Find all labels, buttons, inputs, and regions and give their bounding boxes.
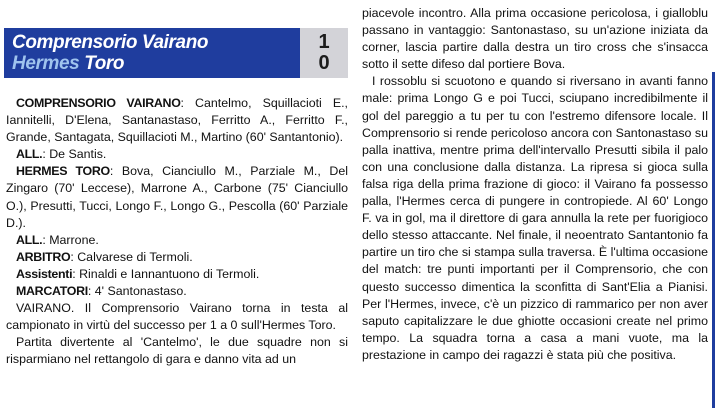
away-lineup-players: : Bova, Cianciullo M., Parziale M., Del Zingaro (70' Leccese), Marrone A., Carbone (75' Cianciullo O.), Presutti, Tucci, Longo F., Longo G., Pescolla (60' Parziale D.). <box>6 164 348 230</box>
home-lineup-label: COMPRENSORIO VAIRANO <box>16 96 181 110</box>
article-paragraph-1: VAIRANO. Il Comprensorio Vairano torna in testa al campionato in virtù del successo per 1 a 0 sull'Hermes Toro. <box>6 301 348 333</box>
assistants-label: Assistenti <box>16 266 73 281</box>
away-team-name <box>12 53 292 74</box>
assistants-names: : Rinaldi e Iannantuono di Termoli. <box>72 266 260 281</box>
article-paragraph-3: I rossoblu si scuotono e quando si riversano in avanti fanno male: prima Longo G e poi Tucci, sciupano incredibilmente il gol del pareggio a tu per tu con l'estremo difensore locale. Il Comprensorio si rende pericoloso ancora con Santonastaso su palla inattiva, mentre prima dell'intervallo Presutti sibila il palo con una conclusione dalla distanza. La ripresa si gioca sulla falsa riga della prima frazione di gioco: il Vairano fa possesso palla, l'Hermes cerca di pungere in contropiede. Al 60' Longo F. va in gol, ma il direttore di gara annulla la rete per fuorigioco dello stesso attaccante. Nel finale, il neoentrato Santantonio fa partire un tiro che si stampa sulla traversa. È l'ultima occasione del match: tre punti importanti per il Comprensorio, che con questo successo dimentica la sconfitta di Sant'Elia a Pianisi. Per l'Hermes, invece, c'è un pizzico di rammarico per non aver saputo capitalizzare le due ghiotte occasioni create nel primo tempo. La squadra torna a casa a mani vuote, ma la prestazione in campo dei ragazzi è stata più che positiva. <box>362 74 709 362</box>
home-lineup-players: : Cantelmo, Squillacioti E., Iannitelli, D'Elena, Santanastaso, Ferritto A., Ferritto F., Grande, Santagata, Squillacioti M., Martino (60' Santantonio). <box>6 96 348 145</box>
article-paragraph-2-continued: piacevole incontro. Alla prima occasione pericolosa, i gialloblu passano in vantaggio: Santonastaso, su un'azione iniziata da corner, lascia partire dalla destra un tiro cross che s'insacca sotto il sette difeso dal portiere Bova. <box>362 6 708 72</box>
away-coach-label: ALL. <box>16 232 43 247</box>
score-column <box>300 28 348 78</box>
assistants <box>6 266 348 283</box>
away-lineup-label: HERMES TORO <box>16 164 110 179</box>
referee-name: : Calvarese di Termoli. <box>70 249 193 264</box>
right-column <box>362 5 708 364</box>
referee <box>6 249 348 266</box>
home-score: 1 <box>318 31 330 53</box>
home-lineup <box>6 95 348 146</box>
away-team-name-second: Toro <box>84 53 125 74</box>
away-coach <box>6 232 348 249</box>
scorers <box>6 283 348 300</box>
left-column <box>6 95 348 369</box>
home-coach-label: ALL. <box>16 147 43 162</box>
away-lineup <box>6 163 348 231</box>
scorers-label: MARCATORI <box>16 284 88 299</box>
score-box-teams <box>4 28 300 78</box>
article-paragraph-2: Partita divertente al 'Cantelmo', le due squadre non si risparmiano nel rettangolo di gara e danno vita ad un <box>6 335 348 367</box>
home-coach <box>6 146 348 163</box>
score-box <box>4 28 348 78</box>
away-team-name-first: Hermes <box>12 53 80 74</box>
referee-label: ARBITRO <box>16 249 71 264</box>
scorers-list: : 4' Santonastaso. <box>87 284 187 299</box>
right-edge-rule <box>712 72 715 408</box>
home-team-name: Comprensorio Vairano <box>12 32 209 53</box>
away-score: 0 <box>318 52 330 74</box>
away-coach-name: : Marrone. <box>42 232 99 247</box>
home-coach-name: : De Santis. <box>42 147 107 162</box>
